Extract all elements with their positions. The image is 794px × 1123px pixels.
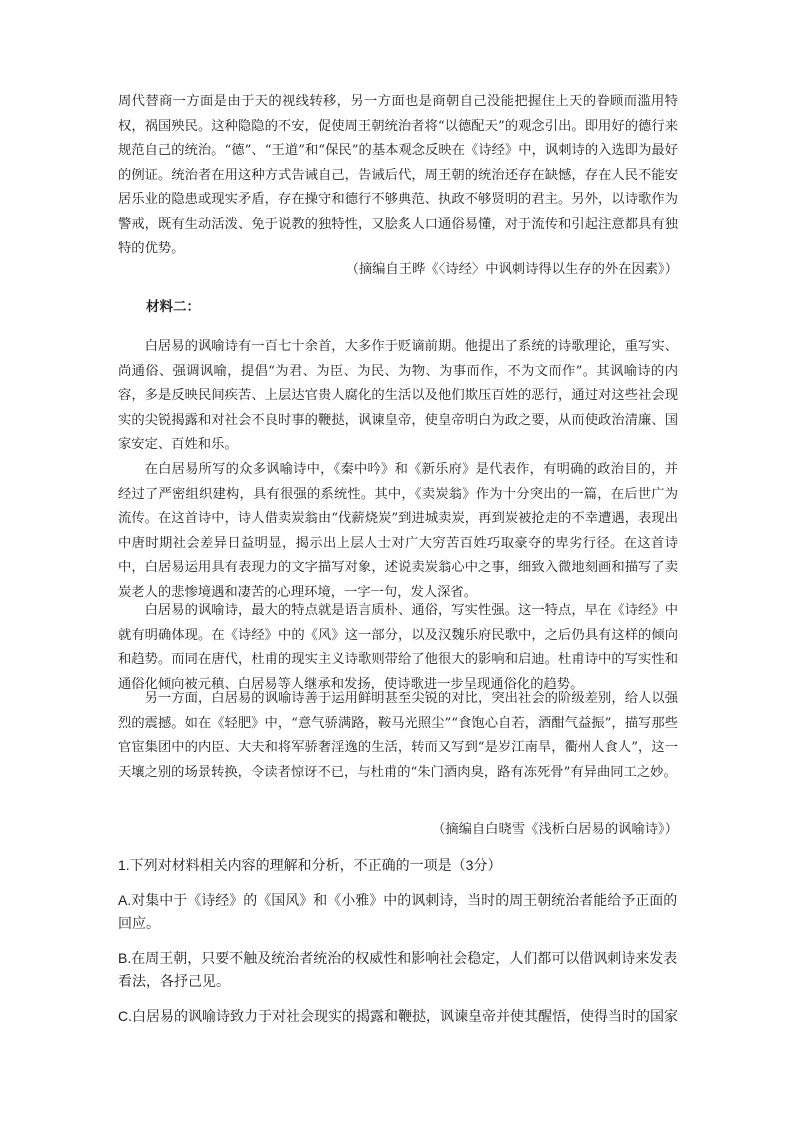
question-1-option-a: A.对集中于《诗经》的《国风》和《小雅》中的讽刺诗，当时的周王朝统治者能给予正面的回应。 — [118, 892, 678, 931]
question-1-stem: 1.下列对材料相关内容的理解和分析，不正确的一项是（3分） — [118, 857, 502, 873]
material2-source: （摘编自白晓雪《浅析白居易的讽喻诗》） — [432, 822, 678, 837]
question-1-option-b: B.在周王朝，只要不触及统治者统治的权威性和影响社会稳定，人们都可以借讽刺诗来发表看法，各抒己见。 — [118, 950, 678, 989]
material2-paragraph-3: 白居易的讽喻诗，最大的特点就是语言质朴、通俗，写实性强。这一特点，早在《诗经》中就有明确体现。在《诗经》中的《风》这一部分，以及汉魏乐府民歌中，之后仍具有这样的倾向和趋势。而同在唐代，杜甫的现实主义诗歌则带给了他很大的影响和启迪。杜甫诗中的写实性和通俗化倾向被元稹、白居易等人继承和发扬，使诗歌进一步呈现通俗化的趋势。 — [118, 603, 678, 692]
material1-source: （摘编自王晔《〈诗经〉中讽刺诗得以生存的外在因素》） — [345, 262, 678, 277]
material2-heading: 材料二： — [146, 299, 200, 315]
material1-paragraph: 周代替商一方面是由于天的视线转移，另一方面也是商朝自己没能把握住上天的眷顾而滥用特权，祸国殃民。这种隐隐的不安，促使周王朝统治者将“以德配天”的观念引出。即用好的德行来规范自己的统治。“德”、“王道”和“保民”的基本观念反映在《诗经》中，讽刺诗的入选即为最好的例证。统治者在用这种方式告诫自己，告诫后代，周王朝的统治还存在缺憾，存在人民不能安居乐业的隐患或现实矛盾，存在操守和德行不够典范、执政不够贤明的君主。另外，以诗歌作为警戒，既有生动活泼、免于说教的独特性，又脍炙人口通俗易懂，对于流传和引起注意都具有独特的优势。 — [118, 94, 678, 256]
question-1-option-c: C.白居易的讽喻诗致力于对社会现实的揭露和鞭挞，讽谏皇帝并使其醒悟，使得当时的国家 — [118, 1008, 678, 1024]
material2-paragraph-1: 白居易的讽喻诗有一百七十余首，大多作于贬谪前期。他提出了系统的诗歌理论，重写实、尚通俗、强调讽喻，提倡“为君、为臣、为民、为物、为事而作，不为文而作”。其讽喻诗的内容，多是反映民间疾苦、上层达官贵人腐化的生活以及他们欺压百姓的恶行，通过对这些社会现实的尖锐揭露和对社会不良时事的鞭挞，讽谏皇帝，使皇帝明白为政之要，从而使政治清廉、国家安定、百姓和乐。 — [118, 339, 678, 452]
material2-paragraph-4: 另一方面，白居易的讽喻诗善于运用鲜明甚至尖锐的对比，突出社会的阶级差别，给人以强烈的震撼。如在《轻肥》中，“意气骄满路，鞍马光照尘”“食饱心自若，酒酣气益振”，描写那些官宦集团中的内臣、大夫和将军骄奢淫逸的生活，转而又写到“是岁江南旱，衢州人食人”，这一天壤之别的场景转换，令读者惊讶不已，与杜甫的“朱门酒肉臭，路有冻死骨”有异曲同工之妙。 — [118, 691, 678, 780]
material2-paragraph-2: 在白居易所写的众多讽喻诗中，《秦中吟》和《新乐府》是代表作，有明确的政治目的，并经过了严密组织建构，具有很强的系统性。其中，《卖炭翁》作为十分突出的一篇，在后世广为流传。在这首诗中，诗人借卖炭翁由“伐薪烧炭”到进城卖炭，再到炭被抢走的不幸遭遇，表现出中唐时期社会差异日益明显，揭示出上层人士对广大穷苦百姓巧取豪夺的卑劣行径。在这首诗中，白居易运用具有表现力的文字描写对象，述说卖炭翁心中之事，细致入微地刻画和描写了卖炭老人的悲惨境遇和凄苦的心理环境，一字一句，发人深省。 — [118, 462, 678, 600]
